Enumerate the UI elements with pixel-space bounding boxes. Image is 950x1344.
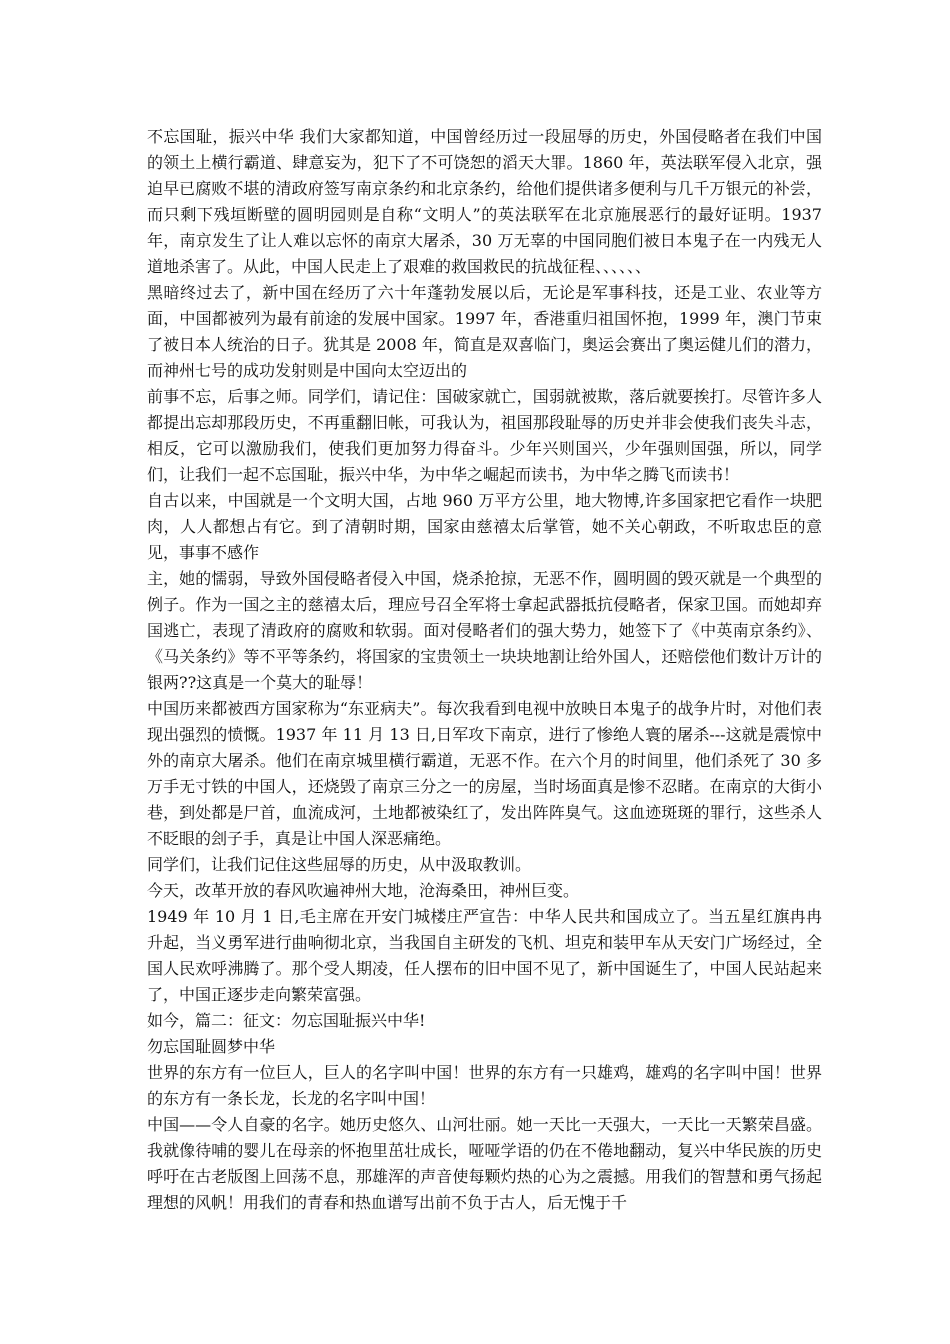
paragraph: 自古以来，中国就是一个文明大国，占地 960 万平方公里，地大物博,许多国家把它看作一块肥肉，人人都想占有它。到了清朝时期，国家由慈禧太后掌管，她不关心朝政，不听取忠臣的意见，事事不感作 — [147, 491, 822, 562]
paragraph: 黑暗终过去了，新中国在经历了六十年蓬勃发展以后，无论是军事科技，还是工业、农业等方面，中国都被列为最有前途的发展中国家。1997 年，香港重归祖国怀抱，1999 年，澳门节束了被日本人统治的日子。犹其是 2008 年，简直是双喜临门，奥运会赛出了奥运健儿们的潜力，而神州七号的成功发射则是中国向太空迈出的 — [147, 283, 822, 380]
paragraph: 如今，篇二：征文：勿忘国耻振兴中华! — [147, 1011, 426, 1030]
paragraph: 勿忘国耻圆梦中华 — [147, 1037, 276, 1056]
paragraph: 不忘国耻，振兴中华 我们大家都知道，中国曾经历过一段屈辱的历史，外国侵略者在我们中国的领土上横行霸道、肆意妄为，犯下了不可饶恕的滔天大罪。1860 年，英法联军侵入北京，强迫早已腐败不堪的清政府签写南京条约和北京条约，给他们提供诸多便利与几千万银元的补尝，而只剩下残垣断壁的圆明园则是自称“文明人”的英法联军在北京施展恶行的最好证明。1937 年，南京发生了让人难以忘怀的南京大屠杀，30 万无辜的中国同胞们被日本鬼子在一内残无人道地杀害了。从此，中国人民走上了艰难的救国救民的抗战征程、、、、、、 — [147, 127, 822, 276]
paragraph: 前事不忘，后事之师。同学们，请记住：国破家就亡，国弱就被欺，落后就要挨打。尽管许多人都提出忘却那段历史，不再重翻旧帐，可我认为，祖国那段耻辱的历史并非会使我们丧失斗志，相反，它可以激励我们，使我们更加努力得奋斗。少年兴则国兴，少年强则国强，所以，同学们，让我们一起不忘国耻，振兴中华，为中华之崛起而读书，为中华之腾飞而读书！ — [147, 387, 822, 484]
paragraph: 1949 年 10 月 1 日,毛主席在开安门城楼庄严宣告：中华人民共和国成立了。当五星红旗冉冉升起，当义勇军进行曲响彻北京，当我国自主研发的飞机、坦克和装甲车从天安门广场经过，全国人民欢呼沸腾了。那个受人期凌，任人摆布的旧中国不见了，新中国诞生了，中国人民站起来了，中国正逐步走向繁荣富强。 — [147, 907, 822, 1004]
paragraph: 中国——令人自豪的名字。她历史悠久、山河壮丽。她一天比一天强大，一天比一天繁荣昌盛。我就像待哺的婴儿在母亲的怀抱里茁壮成长，哑哑学语的仍在不倦地翻动，复兴中华民族的历史呼吁在古老版图上回荡不息，那雄浑的声音使每颗灼热的心为之震撼。用我们的智慧和勇气扬起理想的风帆！用我们的青春和热血谱写出前不负于古人，后无愧于千 — [147, 1115, 822, 1212]
document-body — [147, 124, 822, 1216]
paragraph: 世界的东方有一位巨人，巨人的名字叫中国！世界的东方有一只雄鸡，雄鸡的名字叫中国！世界的东方有一条长龙，长龙的名字叫中国！ — [147, 1063, 822, 1108]
paragraph: 主，她的懦弱，导致外国侵略者侵入中国，烧杀抢掠，无恶不作，圆明圆的毁灭就是一个典型的例子。作为一国之主的慈禧太后，理应号召全军将士拿起武器抵抗侵略者，保家卫国。而她却弃国逃亡，表现了清政府的腐败和软弱。面对侵略者们的强大势力，她签下了《中英南京条约》、《马关条约》等不平等条约，将国家的宝贵领土一块块地割让给外国人，还赔偿他们数计万计的银两??这真是一个莫大的耻辱！ — [147, 569, 822, 692]
paragraph: 中国历来都被西方国家称为“东亚病夫”。每次我看到电视中放映日本鬼子的战争片时，对他们表现出强烈的愤慨。1937 年 11 月 13 日,日军攻下南京，进行了惨绝人寰的屠杀---这就是震惊中外的南京大屠杀。他们在南京城里横行霸道，无恶不作。在六个月的时间里，他们杀死了 30 多万手无寸铁的中国人，还烧毁了南京三分之一的房屋，当时场面真是惨不忍睹。在南京的大街小巷，到处都是尸首，血流成河，土地都被染红了，发出阵阵臭气。这血迹斑斑的罪行，这些杀人不眨眼的刽子手，真是让中国人深恶痛绝。 — [147, 699, 822, 848]
paragraph: 同学们，让我们记住这些屈辱的历史，从中汲取教训。 — [147, 855, 532, 874]
paragraph: 今天，改革开放的春风吹遍神州大地，沧海桑田，神州巨变。 — [147, 881, 580, 900]
